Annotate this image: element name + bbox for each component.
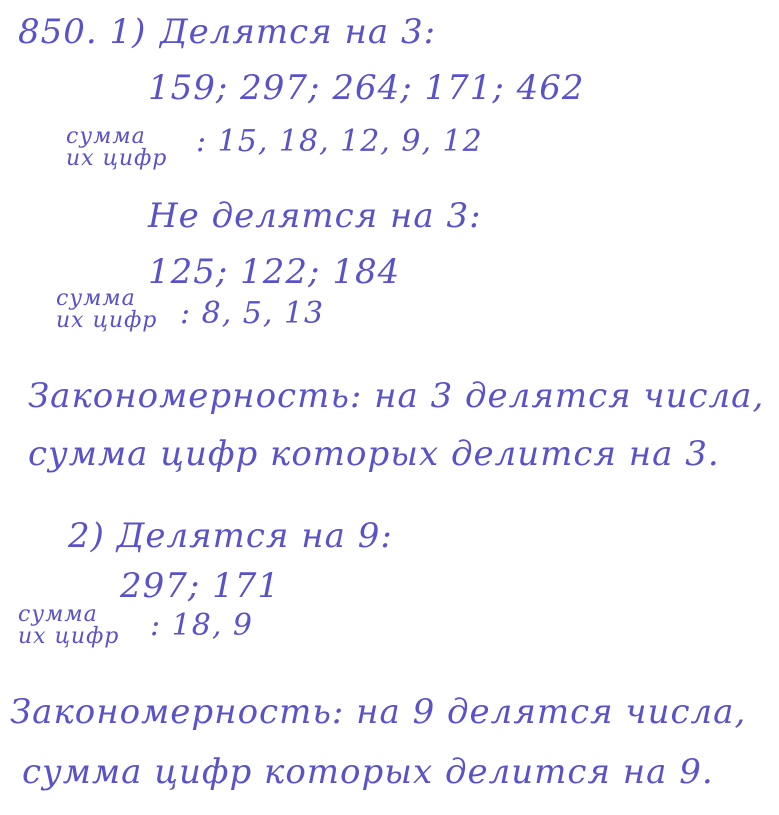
part1-numbers: 159; 297; 264; 171; 462 bbox=[148, 68, 585, 108]
part1-not-sum-label bbox=[56, 288, 157, 332]
sum-label-word: сумма bbox=[18, 602, 98, 627]
part2-sums: : 18, 9 bbox=[150, 608, 253, 643]
law2-line1: Закономерность: на 9 делятся числа, bbox=[10, 692, 747, 732]
part2-marker: 2) bbox=[68, 516, 105, 556]
part1-not-divisible-title: Не делятся на 3: bbox=[148, 196, 482, 236]
digits-label-word: их цифр bbox=[56, 308, 158, 333]
part2-numbers: 297; 171 bbox=[120, 566, 281, 606]
sum-label-word: сумма bbox=[56, 286, 136, 311]
problem-number bbox=[18, 12, 146, 52]
law2-line2: сумма цифр которых делится на 9. bbox=[22, 752, 714, 792]
part1-not-sums: : 8, 5, 13 bbox=[180, 296, 325, 331]
law1-line1: Закономерность: на 3 делятся числа, bbox=[28, 376, 765, 416]
part1-not-divisible-numbers: 125; 122; 184 bbox=[148, 252, 401, 292]
part1-sums: : 15, 18, 12, 9, 12 bbox=[196, 124, 483, 159]
digits-label-word: их цифр bbox=[66, 146, 168, 171]
part1-title: Делятся на 3: bbox=[160, 12, 437, 52]
part2-title-text: Делятся на 9: bbox=[116, 516, 393, 556]
problem-number-text: 850. bbox=[18, 12, 98, 52]
part1-sum-label bbox=[66, 126, 167, 170]
digits-label-word: их цифр bbox=[18, 624, 120, 649]
part2-title bbox=[68, 516, 393, 556]
sum-label-word: сумма bbox=[66, 124, 146, 149]
law1-line2: сумма цифр которых делится на 3. bbox=[28, 434, 720, 474]
part2-sum-label bbox=[18, 604, 119, 648]
part1-marker: 1) bbox=[109, 12, 147, 52]
